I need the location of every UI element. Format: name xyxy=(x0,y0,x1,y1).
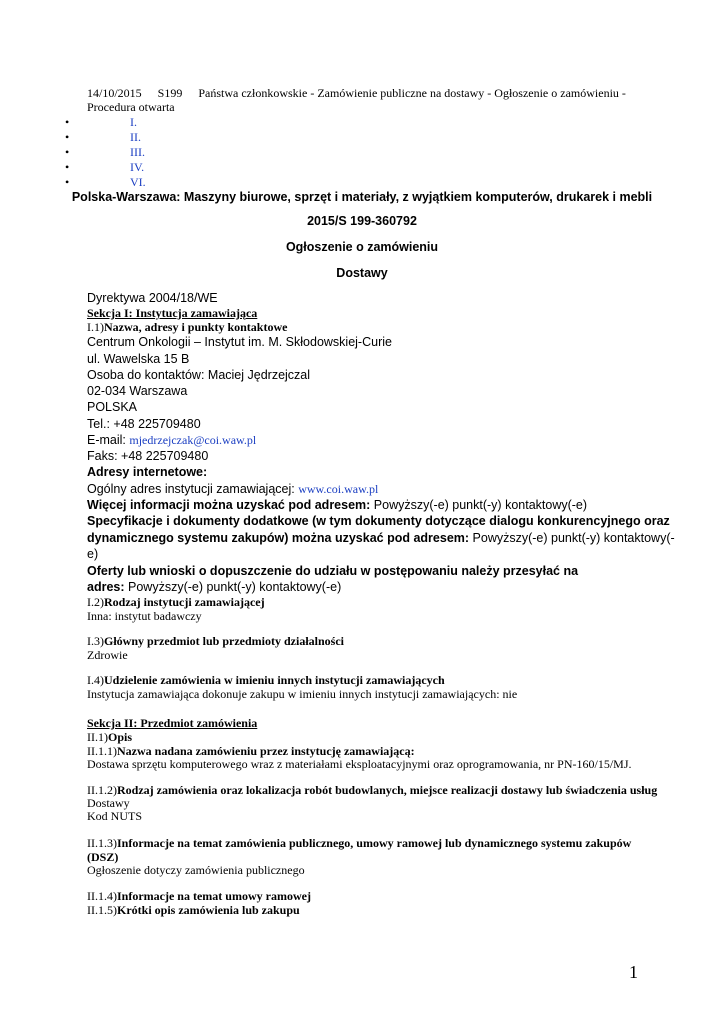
notice-header xyxy=(87,86,626,101)
spec-row xyxy=(87,531,675,545)
section-number: II.1) xyxy=(87,730,108,744)
offers-label-line1: Oferty lub wnioski o dopuszczenie do udziału w postępowaniu należy przesyłać na xyxy=(87,564,579,578)
org-street: ul. Wawelska 15 B xyxy=(87,352,190,366)
section-ii13-heading xyxy=(87,836,631,851)
section-number: II.1.4) xyxy=(87,889,117,903)
org-email-row xyxy=(87,433,256,448)
section-ii11-value: Dostawa sprzętu komputerowego wraz z materiałami eksploatacyjnymi oraz oprogramowania, nr PN-160/15/MJ. xyxy=(87,757,632,771)
contract-type-title: Dostawy xyxy=(336,266,388,280)
more-info-row xyxy=(87,498,587,512)
org-phone: Tel.: +48 225709480 xyxy=(87,417,201,431)
bullet-icon: • xyxy=(65,175,70,189)
bullet-icon: • xyxy=(65,160,70,174)
org-postal: 02-034 Warszawa xyxy=(87,384,188,398)
section-title: Nazwa nadana zamówieniu przez instytucję zamawiającą: xyxy=(117,744,415,758)
page-number: 1 xyxy=(629,962,638,982)
spec-value-cont: e) xyxy=(87,547,99,561)
section-title: Krótki opis zamówienia lub zakupu xyxy=(117,903,300,917)
spec-value: Powyższy(-e) punkt(-y) kontaktowy(- xyxy=(469,531,675,545)
section-number: II.1.2) xyxy=(87,783,117,797)
org-contact-person: Osoba do kontaktów: Maciej Jędrzejczal xyxy=(87,368,311,382)
section-i4-value: Instytucja zamawiająca dokonuje zakupu w imieniu innych instytucji zamawiających: nie xyxy=(87,687,518,701)
offers-value: Powyższy(-e) punkt(-y) kontaktowy(-e) xyxy=(124,580,342,594)
email-link[interactable]: mjedrzejczak@coi.waw.pl xyxy=(129,433,257,447)
org-country: POLSKA xyxy=(87,400,138,414)
notice-date: 14/10/2015 xyxy=(87,86,142,100)
more-info-label: Więcej informacji można uzyskać pod adresem: xyxy=(87,498,371,512)
section-ii12-value1: Dostawy xyxy=(87,796,130,810)
toc-link[interactable]: I. xyxy=(130,115,137,129)
general-address-row xyxy=(87,482,378,497)
section-1-heading: Sekcja I: Instytucja zamawiająca xyxy=(87,306,258,320)
section-ii13-heading-cont: (DSZ) xyxy=(87,850,119,864)
bullet-icon: • xyxy=(65,115,70,129)
offers-label-line2: adres: xyxy=(87,580,125,594)
more-info-value: Powyższy(-e) punkt(-y) kontaktowy(-e) xyxy=(370,498,588,512)
email-label: E-mail: xyxy=(87,433,130,447)
notice-number: 2015/S 199-360792 xyxy=(307,214,417,228)
section-i3-heading xyxy=(87,634,344,649)
section-number: I.3) xyxy=(87,634,104,648)
section-ii14-heading xyxy=(87,889,311,904)
section-number: I.4) xyxy=(87,673,104,687)
section-number: I.1) xyxy=(87,320,104,334)
section-number: II.1.1) xyxy=(87,744,117,758)
bullet-icon: • xyxy=(65,145,70,159)
bullet-icon: • xyxy=(65,130,70,144)
section-2-heading: Sekcja II: Przedmiot zamówienia xyxy=(87,716,258,730)
section-title: Nazwa, adresy i punkty kontaktowe xyxy=(104,320,288,334)
section-ii1-heading xyxy=(87,730,132,745)
document-title: Polska-Warszawa: Maszyny biurowe, sprzęt i materiały, z wyjątkiem komputerów, drukarek i mebli xyxy=(71,190,653,204)
org-fax: Faks: +48 225709480 xyxy=(87,449,209,463)
section-ii12-value2: Kod NUTS xyxy=(87,809,143,823)
directive: Dyrektywa 2004/18/WE xyxy=(87,291,218,305)
toc-link[interactable]: II. xyxy=(130,130,141,144)
section-i3-value: Zdrowie xyxy=(87,648,128,662)
notice-type-title: Ogłoszenie o zamówieniu xyxy=(285,240,439,254)
offers-row xyxy=(87,580,341,594)
section-i2-value: Inna: instytut badawczy xyxy=(87,609,202,623)
toc-link[interactable]: VI. xyxy=(130,175,146,189)
toc-link[interactable]: III. xyxy=(130,145,145,159)
section-title: Główny przedmiot lub przedmioty działalności xyxy=(104,634,344,648)
notice-issue: S199 xyxy=(157,86,183,100)
section-title: Rodzaj instytucji zamawiającej xyxy=(104,595,265,609)
section-title: Informacje na temat umowy ramowej xyxy=(117,889,311,903)
section-title: Opis xyxy=(108,730,133,744)
section-title: Informacje na temat zamówienia publicznego, umowy ramowej lub dynamicznego systemu zakupów xyxy=(117,836,632,850)
web-addresses-heading: Adresy internetowe: xyxy=(87,465,208,479)
section-number: I.2) xyxy=(87,595,104,609)
section-ii15-heading xyxy=(87,903,300,918)
section-title: Rodzaj zamówienia oraz lokalizacja robót budowlanych, miejsce realizacji dostawy lub świadczenia usług xyxy=(117,783,658,797)
notice-description: Państwa członkowskie - Zamówienie publiczne na dostawy - Ogłoszenie o zamówieniu - xyxy=(198,86,626,100)
section-i4-heading xyxy=(87,673,445,688)
section-number: II.1.3) xyxy=(87,836,117,850)
section-title: Udzielenie zamówienia w imieniu innych instytucji zamawiających xyxy=(104,673,445,687)
general-address-link[interactable]: www.coi.waw.pl xyxy=(298,482,379,496)
section-i2-heading xyxy=(87,595,265,610)
section-ii13-value: Ogłoszenie dotyczy zamówienia publicznego xyxy=(87,863,305,877)
general-address-label: Ogólny adres instytucji zamawiającej: xyxy=(87,482,299,496)
spec-label-line2: dynamicznego systemu zakupów) można uzyskać pod adresem: xyxy=(87,531,470,545)
toc-link[interactable]: IV. xyxy=(130,160,145,174)
spec-label-line1: Specyfikacje i dokumenty dodatkowe (w tym dokumenty dotyczące dialogu konkurencyjnego oraz xyxy=(87,514,670,528)
section-i1-heading xyxy=(87,320,287,335)
section-number: II.1.5) xyxy=(87,903,117,917)
notice-description-cont: Procedura otwarta xyxy=(87,100,175,114)
org-name: Centrum Onkologii – Instytut im. M. Skłodowskiej-Curie xyxy=(87,335,392,349)
section-ii12-heading xyxy=(87,783,657,798)
